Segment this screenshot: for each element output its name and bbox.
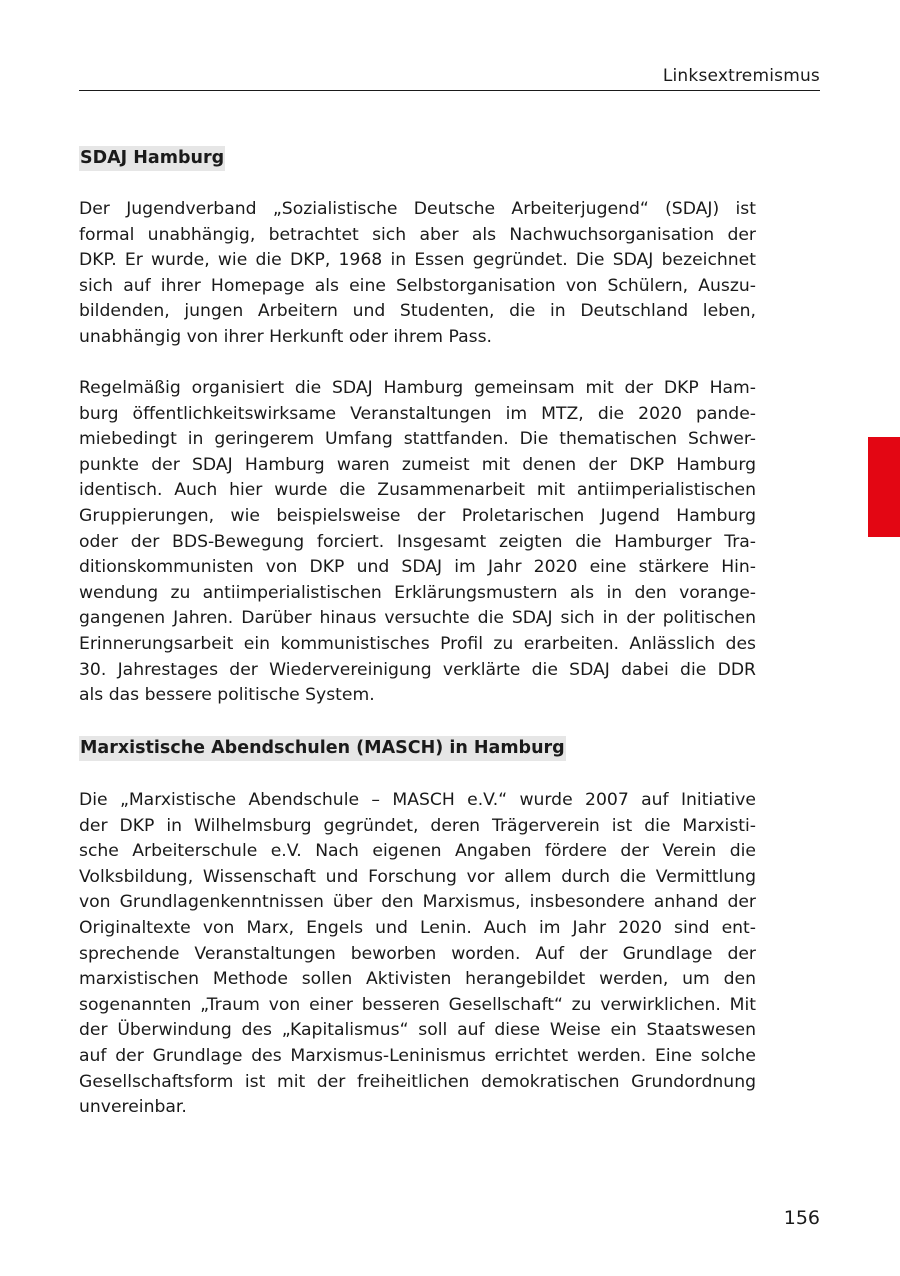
text-line: punkte der SDAJ Hamburg waren zumeist mit denen der DKP Hamburg (79, 454, 756, 475)
text-line: gangenen Jahren. Darüber hinaus versuchte die SDAJ sich in der politischen (79, 608, 756, 629)
text-line: miebedingt in geringerem Umfang stattfanden. Die thematischen Schwer- (79, 429, 756, 450)
paragraph-sdaj-intro (79, 197, 756, 351)
text-line: 30. Jahrestages der Wiedervereinigung verklärte die SDAJ dabei die DDR (79, 659, 756, 680)
text-line: bildenden, jungen Arbeitern und Studenten, die in Deutschland leben, (79, 301, 756, 322)
section-heading-masch: Marxistische Abendschulen (MASCH) in Hamburg (79, 736, 566, 761)
text-line: sche Arbeiterschule e.V. Nach eigenen Angaben fördere der Verein die (79, 841, 756, 862)
paragraph-sdaj-activities (79, 376, 756, 709)
text-line: Gruppierungen, wie beispielsweise der Proletarischen Jugend Hamburg (79, 505, 756, 526)
header-rule (79, 90, 820, 91)
text-line: Gesellschaftsform ist mit der freiheitlichen demokratischen Grundordnung (79, 1071, 756, 1092)
text-line: Die „Marxistische Abendschule – MASCH e.V.“ wurde 2007 auf Initiative (79, 790, 756, 810)
text-line: unabhängig von ihrer Herkunft oder ihrem Pass. (79, 326, 493, 347)
paragraph-masch (79, 788, 756, 1121)
text-line: DKP. Er wurde, wie die DKP, 1968 in Essen gegründet. Die SDAJ bezeichnet (79, 250, 756, 271)
text-line: Erinnerungsarbeit ein kommunistisches Profil zu erarbeiten. Anlässlich des (79, 633, 756, 654)
text-line: auf der Grundlage des Marxismus-Leninismus errichtet werden. Eine solche (79, 1045, 756, 1066)
text-line: sprechende Veranstaltungen beworben worden. Auf der Grundlage der (79, 943, 756, 964)
chapter-marker-tab (868, 437, 900, 537)
text-line: unvereinbar. (79, 1097, 187, 1118)
text-line: ditionskommunisten von DKP und SDAJ im Jahr 2020 eine stärkere Hin- (79, 557, 756, 578)
text-line: als das bessere politische System. (79, 685, 375, 706)
text-line: Originaltexte von Marx, Engels und Lenin. Auch im Jahr 2020 sind ent- (79, 917, 756, 938)
text-line: burg öffentlichkeitswirksame Veranstaltungen im MTZ, die 2020 pande- (79, 403, 756, 424)
text-line: Der Jugendverband „Sozialistische Deutsche Arbeiterjugend“ (SDAJ) ist (79, 199, 756, 219)
text-line: sich auf ihrer Homepage als eine Selbstorganisation von Schülern, Auszu- (79, 275, 756, 296)
text-line: von Grundlagenkenntnissen über den Marxismus, insbesondere anhand der (79, 892, 756, 913)
text-line: der Überwindung des „Kapitalismus“ soll auf diese Weise ein Staatswesen (79, 1020, 756, 1041)
page-number: 156 (783, 1207, 820, 1229)
running-title: Linksextremismus (662, 66, 820, 86)
text-line: Volksbildung, Wissenschaft und Forschung vor allem durch die Vermittlung (79, 866, 756, 887)
text-line: sogenannten „Traum von einer besseren Gesellschaft“ zu verwirklichen. Mit (79, 994, 756, 1015)
text-line: der DKP in Wilhelmsburg gegründet, deren Trägerverein ist die Marxisti- (79, 815, 756, 836)
section-heading-sdaj: SDAJ Hamburg (79, 146, 225, 171)
text-line: marxistischen Methode sollen Aktivisten herangebildet werden, um den (79, 969, 756, 990)
text-line: identisch. Auch hier wurde die Zusammenarbeit mit antiimperialistischen (79, 480, 756, 501)
text-line: oder der BDS-Bewegung forciert. Insgesamt zeigten die Hamburger Tra- (79, 531, 756, 552)
text-line: formal unabhängig, betrachtet sich aber als Nachwuchsorganisation der (79, 224, 756, 245)
text-line: Regelmäßig organisiert die SDAJ Hamburg gemeinsam mit der DKP Ham- (79, 378, 756, 398)
text-line: wendung zu antiimperialistischen Erklärungsmustern als in den vorange- (79, 582, 756, 603)
